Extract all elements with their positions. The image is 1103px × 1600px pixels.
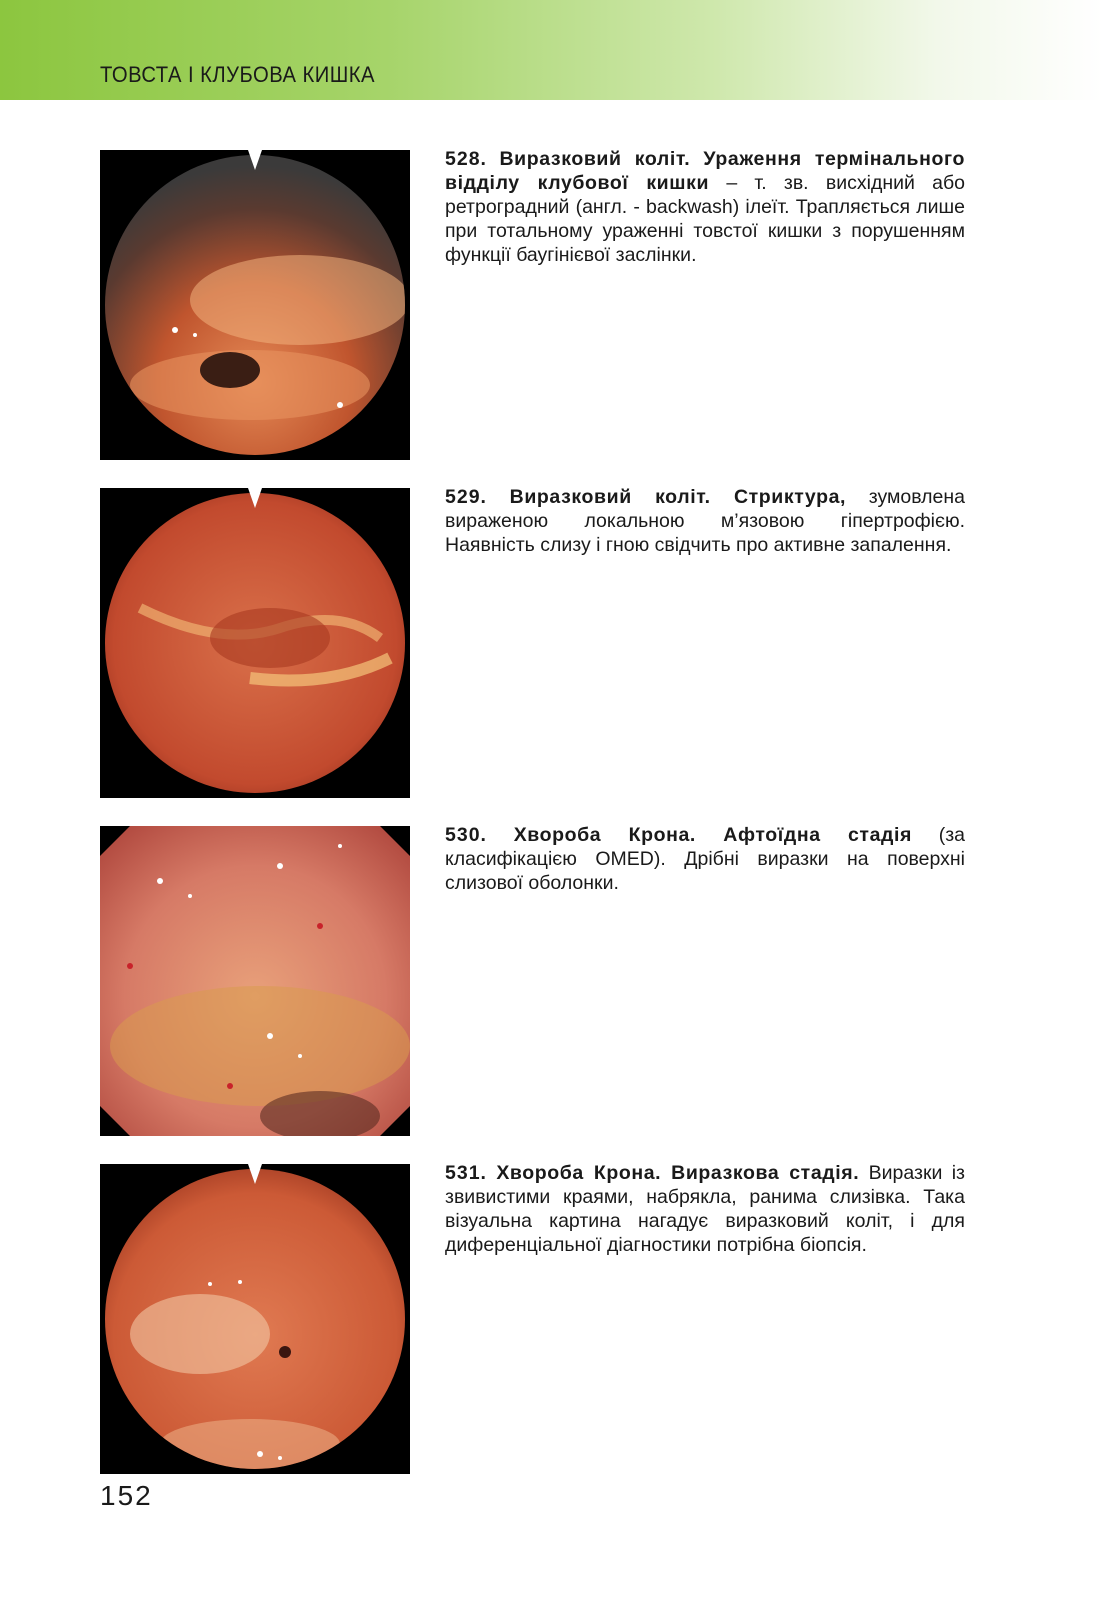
figure-text: – т. зв. висхідний або ретроградний (англ. - backwash) ілеїт. Трапляється лише при тотальному ураженні товстої кишки з порушенням функції баугінієвої заслінки. <box>445 172 965 266</box>
figure-title: Виразковий коліт. Ураження термінального відділу клубової кишки <box>445 148 965 194</box>
figure-text: (за класифікацією OMED). Дрібні виразки на поверхні слизової оболонки. <box>445 824 966 894</box>
figure-number: 531. <box>445 1162 487 1184</box>
figure-text: зумовлена вираженою локальною м’язовою гіпертрофією. Наявність слизу і гною свідчить про активне запалення. <box>445 486 966 556</box>
caption-529 <box>445 485 965 557</box>
endoscopy-photo-529 <box>100 488 410 798</box>
page-number: 152 <box>100 1480 153 1511</box>
caption-530 <box>445 823 965 895</box>
figure-number: 528. <box>445 148 487 170</box>
endoscopy-photo-531 <box>100 1164 410 1474</box>
figure-title: Хвороба Крона. Виразкова стадія. <box>496 1162 860 1184</box>
figure-number: 529. <box>445 486 487 508</box>
section-title: ТОВСТА І КЛУБОВА КИШКА <box>100 62 376 87</box>
endoscopy-photo-528 <box>100 150 410 460</box>
figure-title: Хвороба Крона. Афтоїдна стадія <box>513 824 912 846</box>
endoscopy-photo-530 <box>100 826 410 1136</box>
figure-text: Виразки із звивистими краями, набрякла, ранима слизівка. Така візуальна картина нагадує виразковий коліт, і для диференціальної діагностики потрібна біопсія. <box>445 1162 965 1256</box>
caption-531 <box>445 1161 965 1257</box>
figure-number: 530. <box>445 824 487 846</box>
caption-528 <box>445 147 965 267</box>
figure-title: Виразковий коліт. Стриктура, <box>509 486 847 508</box>
